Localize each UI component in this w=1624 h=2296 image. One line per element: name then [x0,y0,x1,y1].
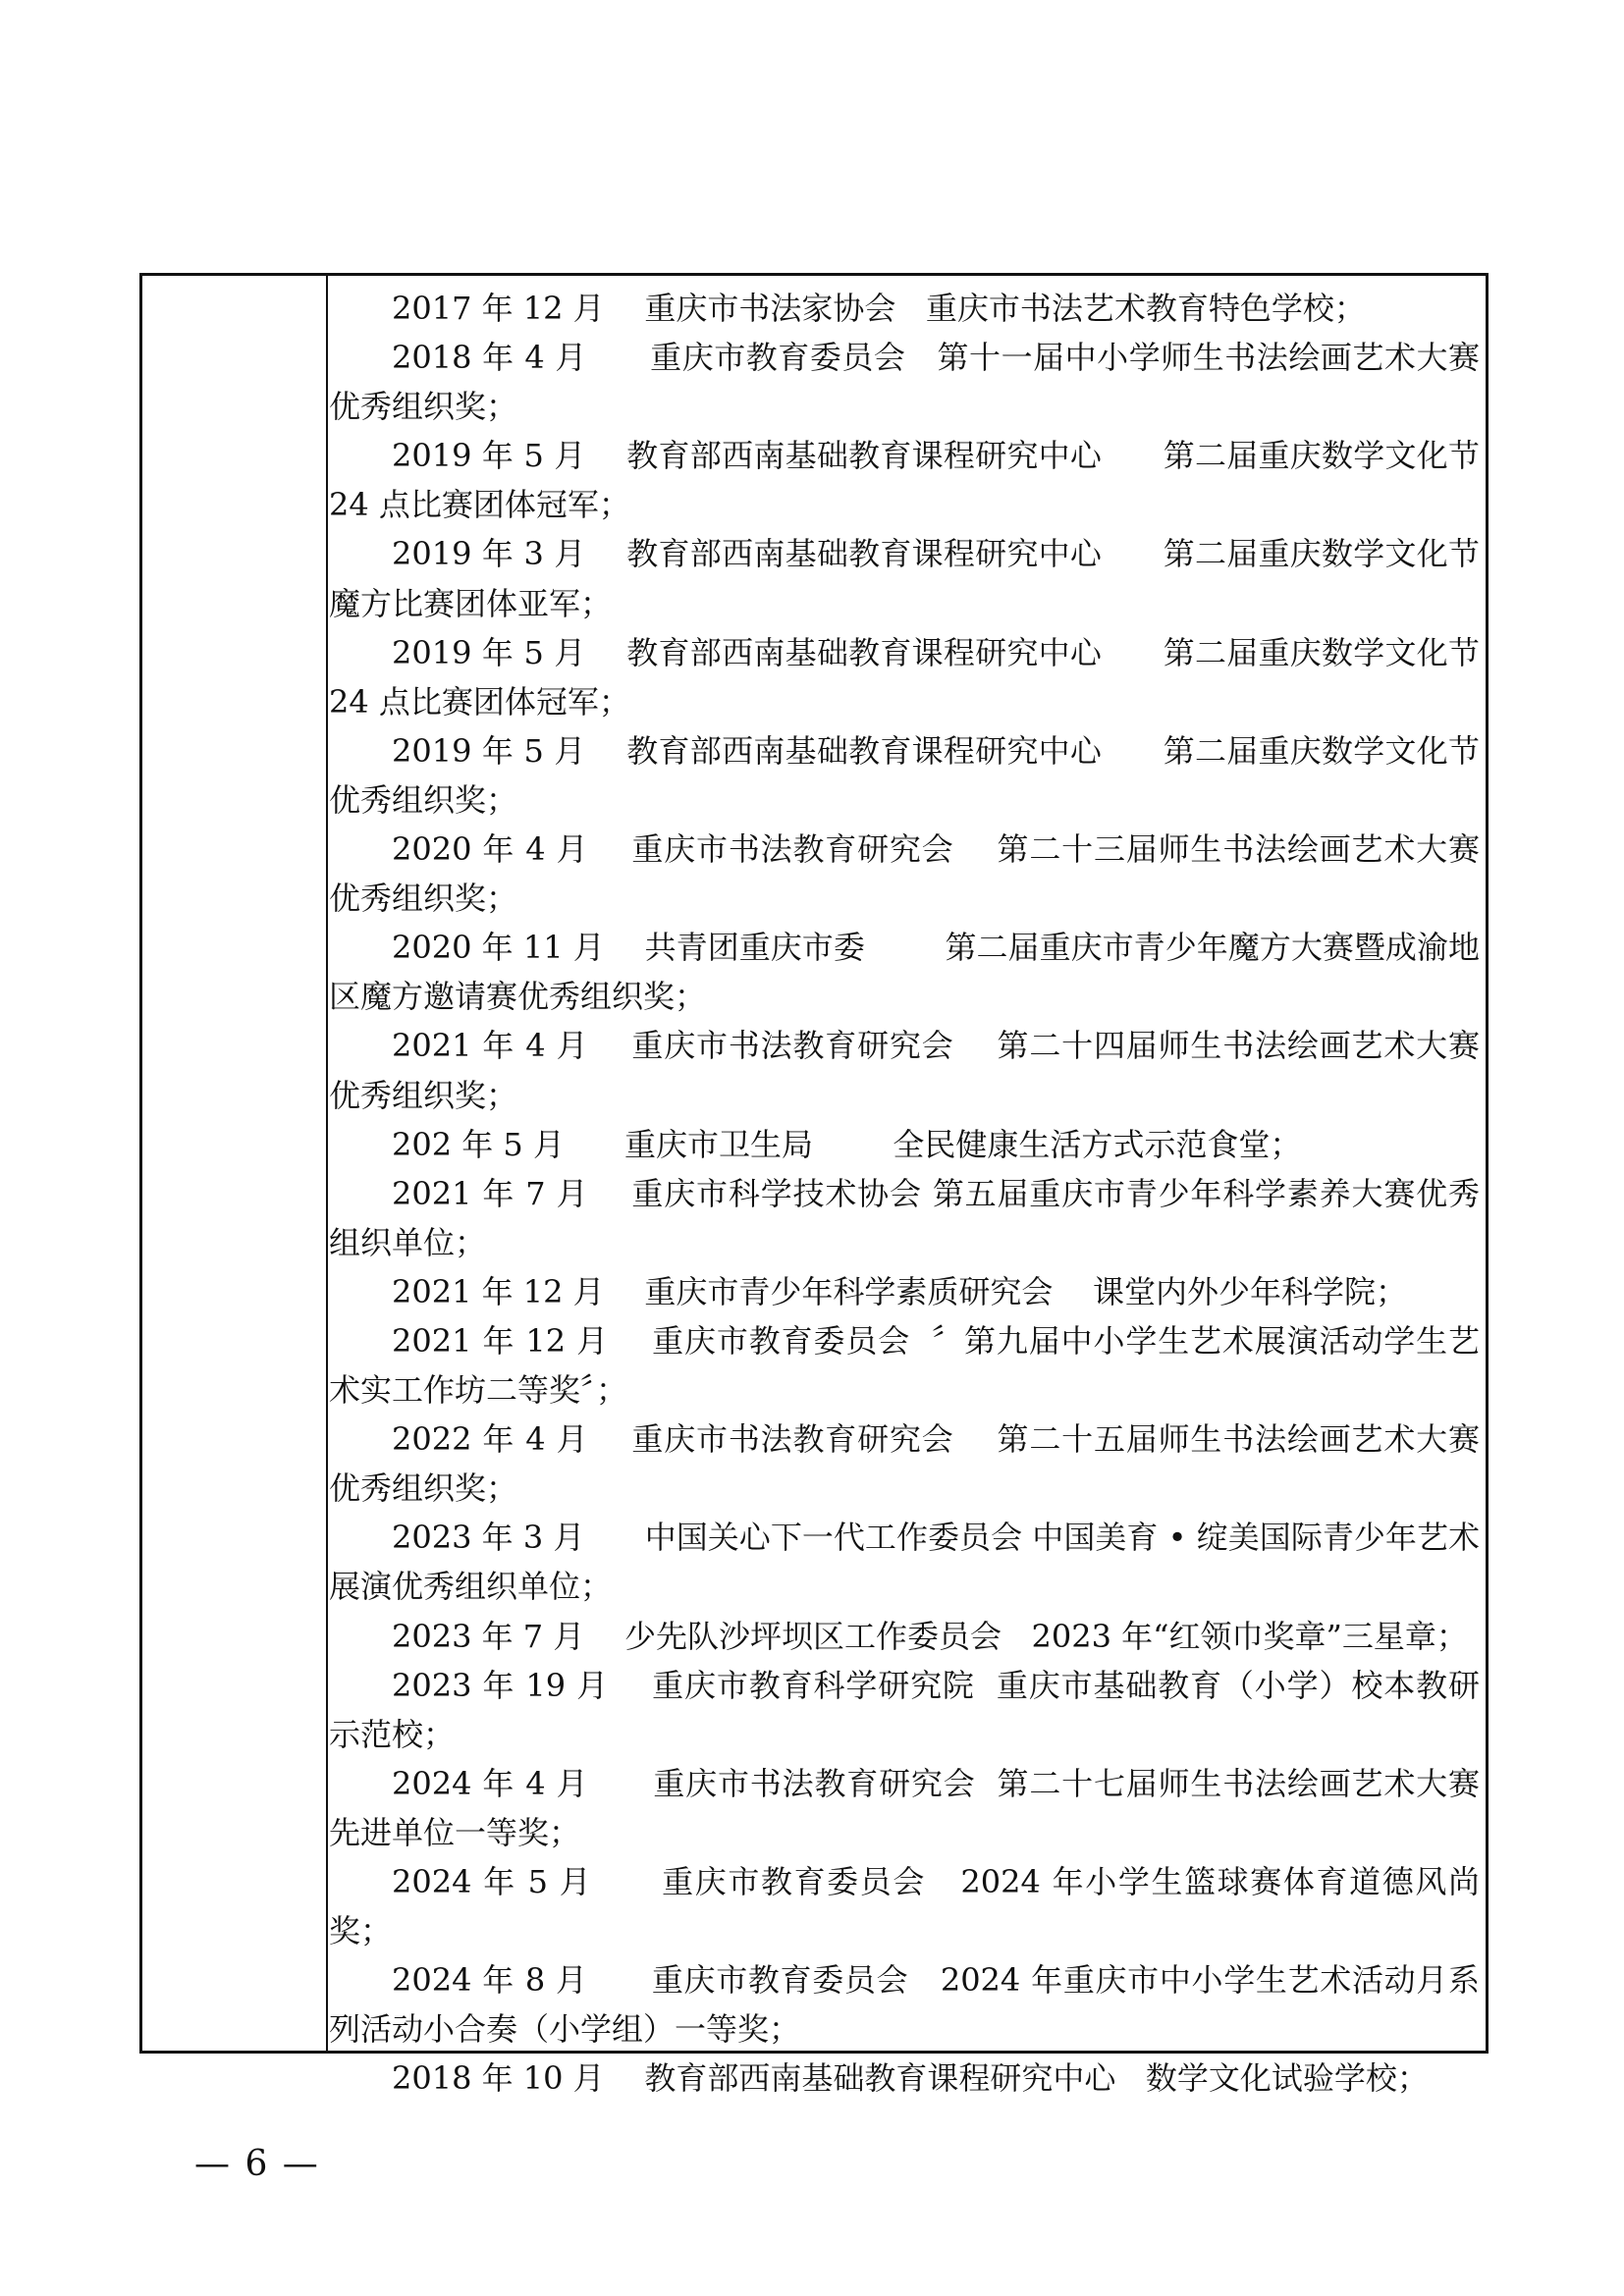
award-entry: 2021 年 7 月 重庆市科学技术协会 第五届重庆市青少年科学素养大赛优秀组织单位； [329,1174,1480,1261]
award-entry: 2020 年 11 月 共青团重庆市委 第二届重庆市青少年魔方大赛暨成渝地区魔方邀请赛优秀组织奖； [329,929,1480,1016]
award-entry: 2019 年 5 月 教育部西南基础教育课程研究中心 第二届重庆数学文化节 24 点比赛团体冠军； [329,437,1490,524]
table-label-column [142,276,328,2051]
award-entry: 202 年 5 月 重庆市卫生局 全民健康生活方式示范食堂； [392,1125,1302,1163]
award-entry: 2019 年 3 月 教育部西南基础教育课程研究中心 第二届重庆数学文化节魔方比赛团体亚军； [329,535,1480,622]
award-entry: 2019 年 5 月 教育部西南基础教育课程研究中心 第二届重庆数学文化节优秀组织奖； [329,731,1480,819]
award-entry: 2017 年 12 月 重庆市书法家协会 重庆市书法艺术教育特色学校； [392,290,1366,327]
page-number: — 6 — [194,2144,320,2184]
award-entry: 2020 年 4 月 重庆市书法教育研究会 第二十三届师生书法绘画艺术大赛优秀组织奖； [329,830,1480,918]
award-entry: 2021 年 12 月 重庆市教育委员会 〞第九届中小学生艺术展演活动学生艺术实工作坊二等奖〞； [329,1321,1480,1410]
award-entry: 2021 年 4 月 重庆市书法教育研究会 第二十四届师生书法绘画艺术大赛优秀组织奖； [329,1027,1480,1114]
award-entry: 2019 年 5 月 教育部西南基础教育课程研究中心 第二届重庆数学文化节 24 点比赛团体冠军； [329,633,1490,721]
award-entry: 2024 年 4 月 重庆市书法教育研究会 第二十七届师生书法绘画艺术大赛先进单位一等奖； [329,1764,1480,1851]
award-entry: 2022 年 4 月 重庆市书法教育研究会 第二十五届师生书法绘画艺术大赛优秀组织奖； [329,1420,1480,1508]
award-entry: 2024 年 5 月 重庆市教育委员会 2024 年小学生篮球赛体育道德风尚奖； [329,1863,1480,1950]
award-entry: 2023 年 7 月 少先队沙坪坝区工作委员会 2023 年“红领巾奖章”三星章； [392,1617,1468,1655]
award-entry: 2018 年 4 月 重庆市教育委员会 第十一届中小学师生书法绘画艺术大赛优秀组织奖； [329,339,1480,426]
award-entry: 2021 年 12 月 重庆市青少年科学素质研究会 课堂内外少年科学院； [392,1272,1408,1310]
award-entry: 2023 年 19 月 重庆市教育科学研究院 重庆市基础教育（小学）校本教研示范校； [329,1666,1480,1753]
awards-table [139,273,1490,2098]
award-entry: 2023 年 3 月 中国关心下一代工作委员会 中国美育 • 绽美国际青少年艺术展演优秀组织单位； [329,1519,1480,1606]
award-entry: 2024 年 8 月 重庆市教育委员会 2024 年重庆市中小学生艺术活动月系列活动小合奏（小学组）一等奖； [329,1961,1480,2049]
awards-list [329,284,1490,2103]
award-entry: 2018 年 10 月 教育部西南基础教育课程研究中心 数学文化试验学校； [392,2059,1429,2098]
